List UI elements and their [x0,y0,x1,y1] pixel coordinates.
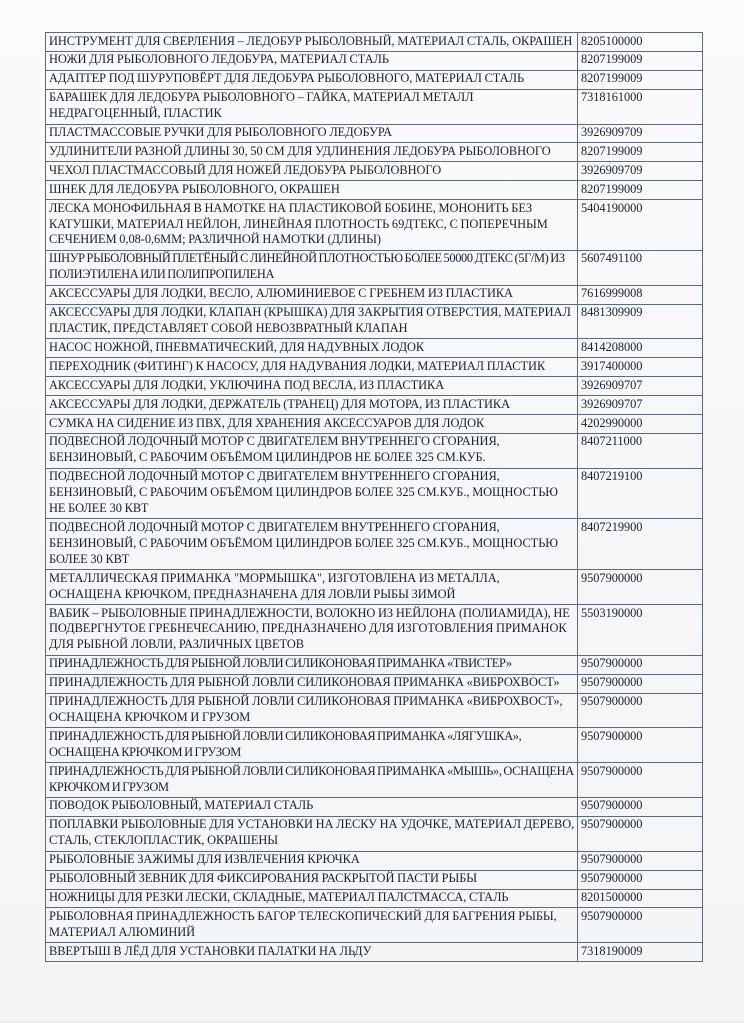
tn-ved-code-cell: 9507900000 [578,908,703,943]
tn-ved-code-cell: 9507900000 [578,851,703,870]
table-row [46,33,703,52]
goods-description-cell: ПЕРЕХОДНИК (ФИТИНГ) К НАСОСУ, ДЛЯ НАДУВАНИЯ ЛОДКИ, МАТЕРИАЛ ПЛАСТИК [46,358,578,377]
tn-ved-code-cell: 8407219900 [578,519,703,570]
goods-description-cell: БАРАШЕК ДЛЯ ЛЕДОБУРА РЫБОЛОВНОГО – ГАЙКА, МАТЕРИАЛ МЕТАЛЛ НЕДРАГОЦЕННЫЙ, ПЛАСТИК [46,89,578,124]
tn-ved-code-cell: 8201500000 [578,889,703,908]
table-row [46,468,703,519]
table-row [46,763,703,798]
tn-ved-code-cell: 7616999008 [578,285,703,304]
tn-ved-code-cell: 9507900000 [578,674,703,693]
table-row [46,200,703,251]
tn-ved-code-cell: 8207199009 [578,70,703,89]
table-row [46,358,703,377]
goods-description-cell: ЧЕХОЛ ПЛАСТМАССОВЫЙ ДЛЯ НОЖЕЙ ЛЕДОБУРА РЫБОЛОВНОГО [46,162,578,181]
goods-description-cell: ПОДВЕСНОЙ ЛОДОЧНЫЙ МОТОР С ДВИГАТЕЛЕМ ВНУТРЕННЕГО СГОРАНИЯ, БЕНЗИНОВЫЙ, С РАБОЧИМ ОБЪЁМОМ ЦИЛИНДРОВ БОЛЕЕ 325 СМ.КУБ., МОЩНОСТЬЮ БОЛЕЕ 30 КВТ [46,519,578,570]
tn-ved-code-cell: 3926909709 [578,124,703,143]
table-row [46,433,703,468]
goods-description-cell: АКСЕССУАРЫ ДЛЯ ЛОДКИ, КЛАПАН (КРЫШКА) ДЛЯ ЗАКРЫТИЯ ОТВЕРСТИЯ, МАТЕРИАЛ ПЛАСТИК, ПРЕДСТАВЛЯЕТ СОБОЙ НЕВОЗВРАТНЫЙ КЛАПАН [46,304,578,339]
goods-description-cell: АКСЕССУАРЫ ДЛЯ ЛОДКИ, ВЕСЛО, АЛЮМИНИЕВОЕ С ГРЕБНЕМ ИЗ ПЛАСТИКА [46,285,578,304]
tn-ved-code-cell: 9507900000 [578,763,703,798]
table-row [46,124,703,143]
table-row [46,728,703,763]
goods-description-cell: ПОВОДОК РЫБОЛОВНЫЙ, МАТЕРИАЛ СТАЛЬ [46,797,578,816]
table-row [46,655,703,674]
table-row [46,674,703,693]
table-row [46,797,703,816]
goods-table [45,32,703,962]
table-row [46,70,703,89]
goods-description-cell: ШНУР РЫБОЛОВНЫЙ ПЛЕТЁНЫЙ С ЛИНЕЙНОЙ ПЛОТНОСТЬЮ БОЛЕЕ 50000 ДТЕКС (5Г/М) ИЗ ПОЛИЭТИЛЕНА ИЛИ ПОЛИПРОПИЛЕНА [46,250,578,285]
tn-ved-code-cell: 3917400000 [578,358,703,377]
goods-description-cell: ШНЕК ДЛЯ ЛЕДОБУРА РЫБОЛОВНОГО, ОКРАШЕН [46,181,578,200]
tn-ved-code-cell: 5404190000 [578,200,703,251]
table-row [46,285,703,304]
goods-description-cell: РЫБОЛОВНАЯ ПРИНАДЛЕЖНОСТЬ БАГОР ТЕЛЕСКОПИЧЕСКИЙ ДЛЯ БАГРЕНИЯ РЫБЫ, МАТЕРИАЛ АЛЮМИНИЙ [46,908,578,943]
goods-description-cell: АДАПТЕР ПОД ШУРУПОВЁРТ ДЛЯ ЛЕДОБУРА РЫБОЛОВНОГО, МАТЕРИАЛ СТАЛЬ [46,70,578,89]
tn-ved-code-cell: 8407211000 [578,433,703,468]
tn-ved-code-cell: 8414208000 [578,339,703,358]
tn-ved-code-cell: 7318190009 [578,943,703,962]
goods-table-container [45,32,690,962]
table-row [46,181,703,200]
tn-ved-code-cell: 9507900000 [578,728,703,763]
tn-ved-code-cell: 4202990000 [578,415,703,434]
tn-ved-code-cell: 8205100000 [578,33,703,52]
goods-description-cell: ПОПЛАВКИ РЫБОЛОВНЫЕ ДЛЯ УСТАНОВКИ НА ЛЕСКУ НА УДОЧКЕ, МАТЕРИАЛ ДЕРЕВО, СТАЛЬ, СТЕКЛОПЛАСТИК, ОКРАШЕНЫ [46,816,578,851]
table-row [46,143,703,162]
goods-description-cell: ПОДВЕСНОЙ ЛОДОЧНЫЙ МОТОР С ДВИГАТЕЛЕМ ВНУТРЕННЕГО СГОРАНИЯ, БЕНЗИНОВЫЙ, С РАБОЧИМ ОБЪЁМОМ ЦИЛИНДРОВ БОЛЕЕ 325 СМ.КУБ., МОЩНОСТЬЮ НЕ БОЛЕЕ 30 КВТ [46,468,578,519]
goods-description-cell: ПРИНАДЛЕЖНОСТЬ ДЛЯ РЫБНОЙ ЛОВЛИ СИЛИКОНОВАЯ ПРИМАНКА «ТВИСТЕР» [46,655,578,674]
table-row [46,908,703,943]
tn-ved-code-cell: 9507900000 [578,816,703,851]
goods-description-cell: ПРИНАДЛЕЖНОСТЬ ДЛЯ РЫБНОЙ ЛОВЛИ СИЛИКОНОВАЯ ПРИМАНКА «ЛЯГУШКА», ОСНАЩЕНА КРЮЧКОМ И ГРУЗОМ [46,728,578,763]
tn-ved-code-cell: 8207199009 [578,51,703,70]
table-row [46,605,703,656]
table-row [46,396,703,415]
table-row [46,89,703,124]
tn-ved-code-cell: 3926909707 [578,396,703,415]
table-row [46,851,703,870]
table-row [46,304,703,339]
goods-description-cell: ВВЕРТЫШ В ЛЁД ДЛЯ УСТАНОВКИ ПАЛАТКИ НА ЛЬДУ [46,943,578,962]
table-row [46,943,703,962]
table-row [46,415,703,434]
table-row [46,519,703,570]
goods-description-cell: ЛЕСКА МОНОФИЛЬНАЯ В НАМОТКЕ НА ПЛАСТИКОВОЙ БОБИНЕ, МОНОНИТЬ БЕЗ КАТУШКИ, МАТЕРИАЛ НЕЙЛОН, ЛИНЕЙНАЯ ПЛОТНОСТЬ 69ДТЕКС, С ПОПЕРЕЧНЫМ СЕЧЕНИЕМ 0,08-0,6ММ; РАЗЛИЧНОЙ НАМОТКИ (ДЛИНЫ) [46,200,578,251]
goods-description-cell: ПРИНАДЛЕЖНОСТЬ ДЛЯ РЫБНОЙ ЛОВЛИ СИЛИКОНОВАЯ ПРИМАНКА «ВИБРОХВОСТ», ОСНАЩЕНА КРЮЧКОМ И ГРУЗОМ [46,693,578,728]
tn-ved-code-cell: 9507900000 [578,655,703,674]
goods-description-cell: ИНСТРУМЕНТ ДЛЯ СВЕРЛЕНИЯ – ЛЕДОБУР РЫБОЛОВНЫЙ, МАТЕРИАЛ СТАЛЬ, ОКРАШЕН [46,33,578,52]
goods-description-cell: МЕТАЛЛИЧЕСКАЯ ПРИМАНКА "МОРМЫШКА", ИЗГОТОВЛЕНА ИЗ МЕТАЛЛА, ОСНАЩЕНА КРЮЧКОМ, ПРЕДНАЗНАЧЕНА ДЛЯ ЛОВЛИ РЫБЫ ЗИМОЙ [46,570,578,605]
goods-description-cell: НОЖИ ДЛЯ РЫБОЛОВНОГО ЛЕДОБУРА, МАТЕРИАЛ СТАЛЬ [46,51,578,70]
table-row [46,816,703,851]
table-row [46,889,703,908]
tn-ved-code-cell: 8481309909 [578,304,703,339]
tn-ved-code-cell: 9507900000 [578,870,703,889]
table-row [46,51,703,70]
table-row [46,693,703,728]
table-row [46,339,703,358]
goods-description-cell: ПРИНАДЛЕЖНОСТЬ ДЛЯ РЫБНОЙ ЛОВЛИ СИЛИКОНОВАЯ ПРИМАНКА «ВИБРОХВОСТ» [46,674,578,693]
goods-description-cell: НАСОС НОЖНОЙ, ПНЕВМАТИЧЕСКИЙ, ДЛЯ НАДУВНЫХ ЛОДОК [46,339,578,358]
tn-ved-code-cell: 8207199009 [578,143,703,162]
goods-description-cell: СУМКА НА СИДЕНИЕ ИЗ ПВХ, ДЛЯ ХРАНЕНИЯ АКСЕССУАРОВ ДЛЯ ЛОДОК [46,415,578,434]
tn-ved-code-cell: 7318161000 [578,89,703,124]
table-row [46,570,703,605]
tn-ved-code-cell: 9507900000 [578,570,703,605]
table-row [46,377,703,396]
goods-description-cell: АКСЕССУАРЫ ДЛЯ ЛОДКИ, ДЕРЖАТЕЛЬ (ТРАНЕЦ) ДЛЯ МОТОРА, ИЗ ПЛАСТИКА [46,396,578,415]
goods-description-cell: АКСЕССУАРЫ ДЛЯ ЛОДКИ, УКЛЮЧИНА ПОД ВЕСЛА, ИЗ ПЛАСТИКА [46,377,578,396]
tn-ved-code-cell: 3926909709 [578,162,703,181]
goods-table-body [46,33,703,962]
goods-description-cell: ПРИНАДЛЕЖНОСТЬ ДЛЯ РЫБНОЙ ЛОВЛИ СИЛИКОНОВАЯ ПРИМАНКА «МЫШЬ», ОСНАЩЕНА КРЮЧКОМ И ГРУЗОМ [46,763,578,798]
goods-description-cell: УДЛИНИТЕЛИ РАЗНОЙ ДЛИНЫ 30, 50 СМ ДЛЯ УДЛИНЕНИЯ ЛЕДОБУРА РЫБОЛОВНОГО [46,143,578,162]
tn-ved-code-cell: 8207199009 [578,181,703,200]
tn-ved-code-cell: 5503190000 [578,605,703,656]
goods-description-cell: РЫБОЛОВНЫЕ ЗАЖИМЫ ДЛЯ ИЗВЛЕЧЕНИЯ КРЮЧКА [46,851,578,870]
goods-description-cell: РЫБОЛОВНЫЙ ЗЕВНИК ДЛЯ ФИКСИРОВАНИЯ РАСКРЫТОЙ ПАСТИ РЫБЫ [46,870,578,889]
tn-ved-code-cell: 5607491100 [578,250,703,285]
tn-ved-code-cell: 9507900000 [578,693,703,728]
table-row [46,250,703,285]
tn-ved-code-cell: 9507900000 [578,797,703,816]
goods-description-cell: ПОДВЕСНОЙ ЛОДОЧНЫЙ МОТОР С ДВИГАТЕЛЕМ ВНУТРЕННЕГО СГОРАНИЯ, БЕНЗИНОВЫЙ, С РАБОЧИМ ОБЪЁМОМ ЦИЛИНДРОВ НЕ БОЛЕЕ 325 СМ.КУБ. [46,433,578,468]
goods-description-cell: ВАБИК – РЫБОЛОВНЫЕ ПРИНАДЛЕЖНОСТИ, ВОЛОКНО ИЗ НЕЙЛОНА (ПОЛИАМИДА), НЕ ПОДВЕРГНУТОЕ ГРЕБНЕЧЕСАНИЮ, ПРЕДНАЗНАЧЕНО ДЛЯ ИЗГОТОВЛЕНИЯ ПРИМАНОК ДЛЯ РЫБНОЙ ЛОВЛИ, РАЗЛИЧНЫХ ЦВЕТОВ [46,605,578,656]
tn-ved-code-cell: 8407219100 [578,468,703,519]
goods-description-cell: ПЛАСТМАССОВЫЕ РУЧКИ ДЛЯ РЫБОЛОВНОГО ЛЕДОБУРА [46,124,578,143]
table-row [46,870,703,889]
tn-ved-code-cell: 3926909707 [578,377,703,396]
goods-description-cell: НОЖНИЦЫ ДЛЯ РЕЗКИ ЛЕСКИ, СКЛАДНЫЕ, МАТЕРИАЛ ПАЛСТМАССА, СТАЛЬ [46,889,578,908]
table-row [46,162,703,181]
